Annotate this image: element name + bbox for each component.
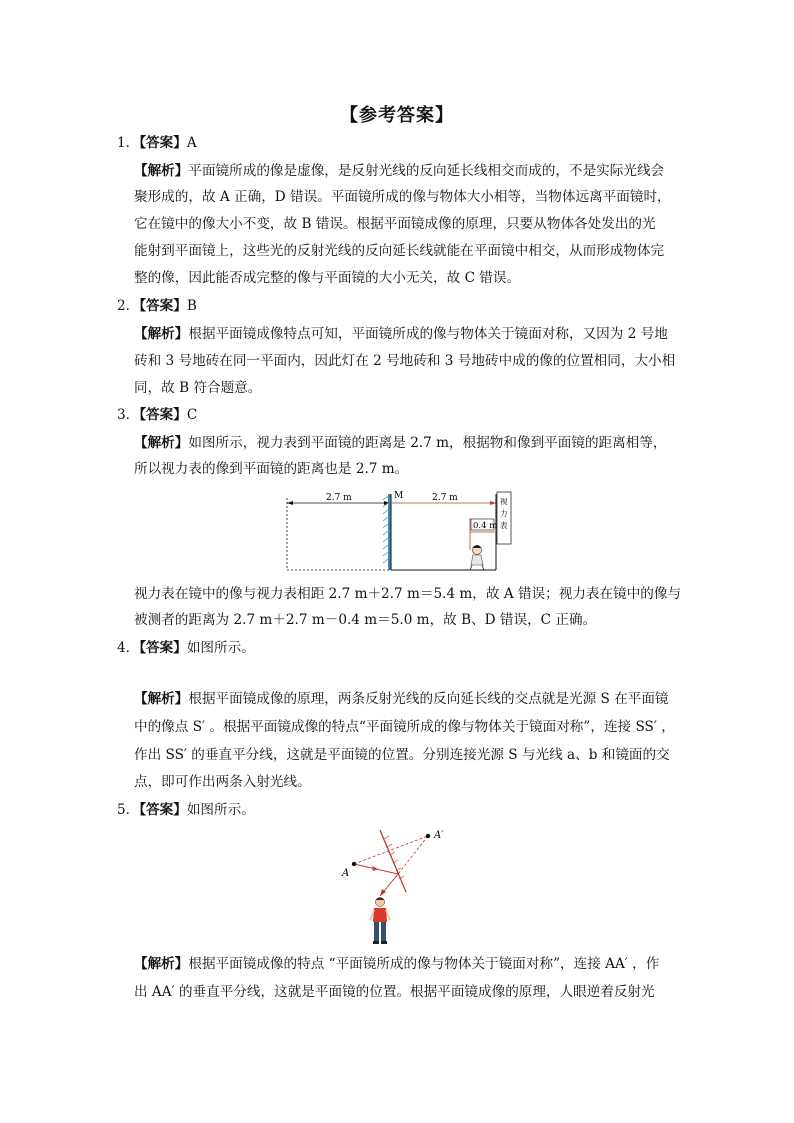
q4-analysis-text: 点，即可作出两条入射光线。	[134, 774, 311, 790]
q3-answer-tag: 【答案】	[139, 407, 187, 423]
q4-number: 4．	[117, 640, 140, 656]
q4-analysis-line	[134, 690, 669, 708]
q3-offset-label: 0.4 m	[473, 521, 498, 531]
q5-virtual-ray	[398, 836, 428, 874]
q3-eye-test-figure	[284, 488, 520, 572]
q4-analysis-text: 根据平面镜成像的原理，两条反射光线的反向延长线的交点就是光源 S 在平面镜	[188, 691, 669, 707]
q2-number: 2．	[117, 298, 140, 314]
q5-analysis-tag: 【解析】	[134, 956, 189, 972]
q1-analysis-text: 它在镜中的像大小不变，故 B 错误。根据平面镜成像的原理，只要从物体各处发出的光	[134, 216, 656, 232]
q1-answer: A	[186, 135, 197, 151]
q3-chart-label-3: 表	[500, 521, 508, 530]
q2-analysis-tag: 【解析】	[134, 326, 189, 342]
q3-after-text: 被测者的距离为 2.7 m＋2.7 m－0.4 m＝5.0 m，故 B、D 错误，C 正确。	[134, 612, 597, 628]
q4-answer-tag: 【答案】	[139, 640, 187, 656]
q3-analysis-line	[134, 434, 667, 452]
q5-point-a	[352, 862, 356, 866]
page-title: 【参考答案】	[340, 105, 454, 126]
q1-analysis-line	[134, 162, 664, 180]
q5-answer-tag: 【答案】	[139, 802, 187, 818]
q5-person-figure	[370, 898, 390, 945]
q5-answer-line	[117, 801, 255, 819]
q1-analysis-text: 聚形成的，故 A 正确，D 错误。平面镜所成的像与物体大小相等，当物体远离平面镜时，	[134, 189, 671, 205]
q3-arrow-left	[287, 501, 293, 505]
q3-analysis-text: 如图所示，视力表到平面镜的距离是 2.7 m，根据物和像到平面镜的距离相等，	[188, 435, 667, 451]
q1-answer-tag: 【答案】	[139, 135, 187, 151]
q5-point-a-prime	[426, 834, 430, 838]
q2-analysis-line	[134, 325, 668, 343]
q3-after-text: 视力表在镜中的像与视力表相距 2.7 m＋2.7 m＝5.4 m，故 A 错误；视力表在镜中的像与	[134, 586, 682, 602]
q5-mirror	[380, 830, 406, 892]
q5-answer: 如图所示。	[186, 802, 255, 818]
q3-analysis-tag: 【解析】	[134, 435, 189, 451]
q2-answer-tag: 【答案】	[139, 298, 187, 314]
q3-answer-line	[117, 406, 197, 424]
q1-answer-line	[117, 134, 197, 152]
q5-analysis-line	[134, 955, 659, 973]
q4-analysis-text: 作出 SS′ 的垂直平分线，这就是平面镜的位置。分别连接光源 S 与光线 a、b 和镜面的交	[134, 747, 670, 763]
q1-analysis-text: 整的像，因此能否成完整的像与平面镜的大小无关，故 C 错误。	[134, 270, 521, 286]
q2-answer: B	[186, 298, 197, 314]
q5-label-a-prime: A′	[434, 830, 444, 841]
q3-distance-left: 2.7 m	[326, 493, 352, 503]
q4-answer-line	[117, 639, 255, 657]
q5-mirror-hatching	[384, 836, 404, 879]
q3-arrow-right	[490, 501, 496, 505]
q5-label-a: A	[342, 868, 350, 879]
q3-chart-label-1: 视	[500, 497, 508, 506]
q2-answer-line	[117, 297, 197, 315]
q3-chart-label-2: 力	[500, 509, 508, 518]
q3-distance-right: 2.7 m	[432, 493, 458, 503]
q5-analysis-text: 出 AA′ 的垂直平分线，这就是平面镜的位置。根据平面镜成像的原理，人眼逆着反射光	[134, 984, 655, 1000]
q5-incident-arrow	[372, 866, 378, 871]
q2-analysis-text: 砖和 3 号地砖在同一平面内，因此灯在 2 号地砖和 3 号地砖中成的像的位置相同，大小相	[134, 353, 676, 369]
q2-analysis-text: 根据平面镜成像特点可知，平面镜所成的像与物体关于镜面对称，又因为 2 号地	[188, 326, 668, 342]
q1-analysis-text: 平面镜所成的像是虚像，是反射光线的反向延长线相交而成的，不是实际光线会	[188, 163, 665, 179]
q4-analysis-text: 中的像点 S′ 。根据平面镜成像的特点“平面镜所成的像与物体关于镜面对称”，连接 SS′ ，	[134, 719, 675, 735]
q3-analysis-text: 所以视力表的像到平面镜的距离也是 2.7 m。	[134, 461, 409, 477]
q3-mirror-label: M	[394, 491, 404, 501]
q5-mirror-figure	[336, 822, 466, 946]
q2-analysis-text: 同，故 B 符合题意。	[134, 380, 262, 396]
q4-answer: 如图所示。	[186, 640, 255, 656]
q1-number: 1．	[117, 135, 140, 151]
q3-answer: C	[186, 407, 198, 423]
q5-analysis-text: 根据平面镜成像的特点 “平面镜所成的像与物体关于镜面对称”，连接 AA′ ，作	[188, 956, 660, 972]
q1-analysis-text: 能射到平面镜上，这些光的反射光线的反向延长线就能在平面镜中相交，从而形成物体完	[134, 243, 665, 259]
q3-mirror-hatching	[383, 496, 388, 563]
q3-number: 3．	[117, 407, 140, 423]
q1-analysis-tag: 【解析】	[134, 163, 189, 179]
q4-analysis-tag: 【解析】	[134, 691, 189, 707]
q3-person-figure	[470, 545, 484, 570]
q5-number: 5．	[117, 802, 140, 818]
